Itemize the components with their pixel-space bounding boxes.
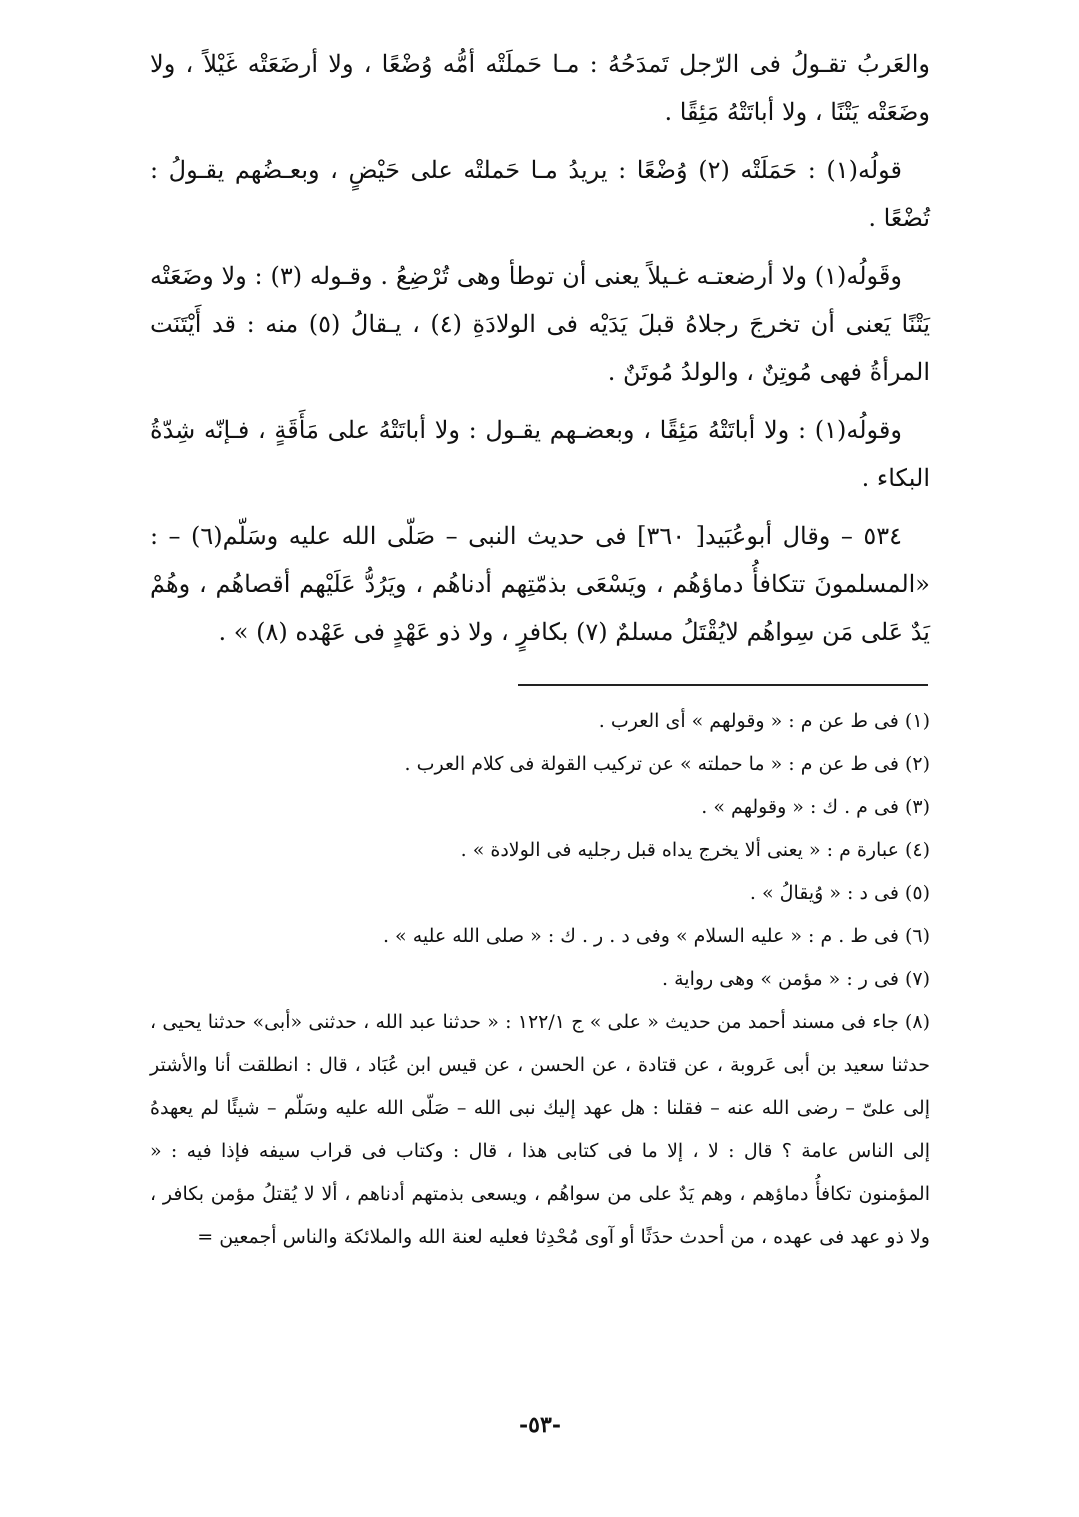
page-number: -٥٣- xyxy=(519,1412,561,1438)
paragraph-1: والعَربُ تقـولُ فى الرّجل تَمدَحُهُ : مـا حَملَتْه أمُّه وُضْعًا ، ولا أرضَعَتْه غَيْلاً ، ولا وضَعَتْه يَتْنًا ، ولا أباتَتْهُ مَئِقًا . xyxy=(150,50,930,126)
footnote-1: (١) فى ط عن م : « وقولهم » أى العرب . xyxy=(598,710,930,732)
footnote-3: (٣) فى م . ك : « وقولهم » . xyxy=(701,796,930,818)
footnotes xyxy=(150,700,930,1259)
footnote-4: (٤) عبارة م : « يعنى ألا يخرج يداه قبل رجليه فى الولادة » . xyxy=(460,839,930,861)
footnote-7: (٧) فى ر : « مؤمن » وهى رواية . xyxy=(662,968,930,990)
paragraph-3: وقَولُه(١) ولا أرضعتـه غـيلاً يعنى أن توطأ وهى تُرْضِعُ . وقـوله (٣) : ولا وضَعَتْه يَتْنًا يَعنى أن تخرجَ رجلاهُ قبلَ يَدَيْه فى الولادَةِ (٤) ، يـقالُ (٥) منه : قد أَيْتَنَت المرأةُ فهى مُوتِنٌ ، والولدُ مُوتَنٌ . xyxy=(150,262,931,386)
footnote-2: (٢) فى ط عن م : « ما حملته » عن تركيب القولة فى كلام العرب . xyxy=(404,753,930,775)
footnote-8: (٨) جاء فى مسند أحمد من حديث « على » ج ١٢٢/١ : « حدثنا عبد الله ، حدثنى «أبى» حدثنا يحيى ، حدثنا سعيد بن أبى عَروبة ، عن قتادة ، عن الحسن ، عن قيس ابن عُبَاد ، قال : انطلقت أنا والأشتر إلى علىّ – رضى الله عنه – فقلنا : هل عهد إليك نبى الله – صَلّى الله عليه وسَلّم – شيئًا لم يعهدهُ إلى الناس عامة ؟ قال : لا ، إلا ما فى كتابى هذا ، قال : وكتاب فى قراب سيفه فإذا فيه : « المؤمنون تكافأُ دماؤهم ، وهم يَدٌ على من سواهُم ، ويسعى بذمتهم أدناهم ، ألا لا يُقتلُ مؤمن بكافر ، ولا ذو عهد فى عهده ، من أحدث حدَثًا أو آوى مُحْدِثا فعليه لعنة الله والملائكة والناس أجمعين = xyxy=(150,1011,930,1248)
main-text xyxy=(150,40,930,670)
footnote-6: (٦) فى ط . م : « عليه السلام » وفى د . ر . ك : « صلى الله عليه » . xyxy=(382,925,930,947)
paragraph-4: وقولُه(١) : ولا أباتَتْهُ مَئِقًا ، وبعضـهم يقـول : ولا أباتَتْهُ على مَأَقَةٍ ، فـإنّه شِدّةُ البكاء . xyxy=(150,416,930,492)
paragraph-2: قولُه(١) : حَمَلَتْه (٢) وُضْعًا : يريدُ مـا حَملتْه على حَيْضٍ ، وبعـضُهم يقـولُ : تُضْعًا . xyxy=(150,156,930,232)
footnote-5: (٥) فى د : « وُيقالُ » . xyxy=(749,882,930,904)
footnote-divider xyxy=(518,684,928,686)
paragraph-hadith-534: ٥٣٤ – وقال أبوعُبَيد[ ٣٦٠] فى حديث النبى – صَلّى الله عليه وسَلّم(٦) – : «المسلمونَ تتكافأُ دماؤهُم ، ويَسْعَى بذمّتِهم أدناهُم ، ويَرُدُّ عَلَيْهم أقصاهُم ، وهُمْ يَدٌ عَلى مَن سِواهُم لايُقْتَلُ مسلمٌ (٧) بكافرٍ ، ولا ذو عَهْدٍ فى عَهْده (٨) » . xyxy=(150,522,930,646)
